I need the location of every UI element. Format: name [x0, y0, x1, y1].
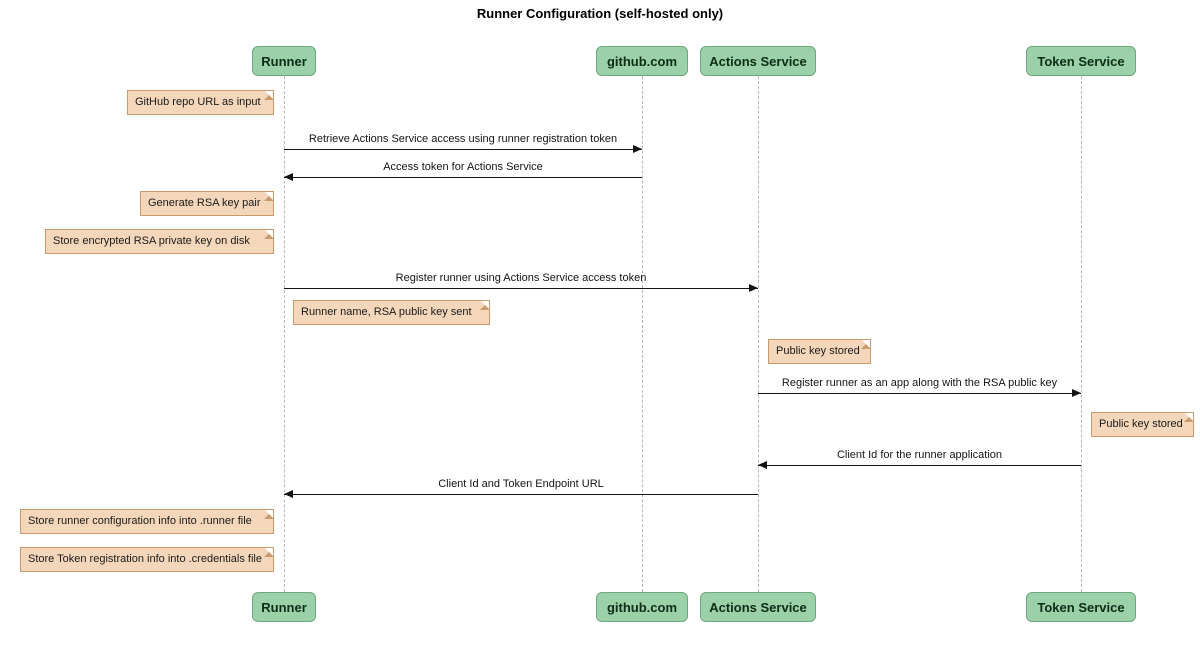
participant-label: Actions Service	[709, 600, 807, 615]
message-line	[284, 177, 642, 178]
note	[20, 547, 274, 572]
message-arrowhead	[633, 145, 642, 153]
note	[45, 229, 274, 254]
participant-label: Runner	[261, 54, 307, 69]
note	[127, 90, 274, 115]
note-text: Store encrypted RSA private key on disk	[53, 235, 250, 247]
message-label: Client Id for the runner application	[836, 449, 1003, 461]
participant-label: Token Service	[1037, 600, 1125, 615]
message-label: Client Id and Token Endpoint URL	[438, 478, 604, 490]
participant-actions-top[interactable]	[700, 46, 816, 76]
message-line	[758, 393, 1081, 394]
note	[1091, 412, 1194, 437]
message-arrowhead	[284, 490, 293, 498]
participant-runner-bottom[interactable]	[252, 592, 316, 622]
participant-label: github.com	[606, 54, 678, 69]
message-arrowhead	[1072, 389, 1081, 397]
message-line	[758, 465, 1081, 466]
note-text: Store Token registration info into .credentials file	[28, 553, 262, 565]
message-label: Register runner as an app along with the RSA public key	[781, 377, 1058, 389]
note	[293, 300, 490, 325]
message-arrowhead	[749, 284, 758, 292]
message-line	[284, 494, 758, 495]
note	[768, 339, 871, 364]
message-line	[284, 288, 758, 289]
lifeline-runner	[284, 76, 285, 592]
note-text: GitHub repo URL as input	[135, 96, 261, 108]
note-text: Runner name, RSA public key sent	[301, 306, 472, 318]
lifeline-github	[642, 76, 643, 592]
participant-label: github.com	[606, 600, 678, 615]
participant-label: Actions Service	[709, 54, 807, 69]
lifeline-actions	[758, 76, 759, 592]
participant-runner-top[interactable]	[252, 46, 316, 76]
note-text: Public key stored	[1099, 418, 1183, 430]
participant-github-top[interactable]	[596, 46, 688, 76]
participant-actions-bottom[interactable]	[700, 592, 816, 622]
participant-label: Token Service	[1037, 54, 1125, 69]
message-label: Retrieve Actions Service access using runner registration token	[308, 133, 618, 145]
note-text: Generate RSA key pair	[148, 197, 261, 209]
lifeline-token	[1081, 76, 1082, 592]
diagram-title: Runner Configuration (self-hosted only)	[476, 6, 724, 21]
note	[140, 191, 274, 216]
participant-github-bottom[interactable]	[596, 592, 688, 622]
participant-label: Runner	[261, 600, 307, 615]
message-line	[284, 149, 642, 150]
note-text: Public key stored	[776, 345, 860, 357]
message-label: Access token for Actions Service	[383, 161, 543, 173]
participant-token-bottom[interactable]	[1026, 592, 1136, 622]
participant-token-top[interactable]	[1026, 46, 1136, 76]
message-label: Register runner using Actions Service access token	[395, 272, 647, 284]
note	[20, 509, 274, 534]
message-arrowhead	[758, 461, 767, 469]
message-arrowhead	[284, 173, 293, 181]
note-text: Store runner configuration info into .runner file	[28, 515, 252, 527]
